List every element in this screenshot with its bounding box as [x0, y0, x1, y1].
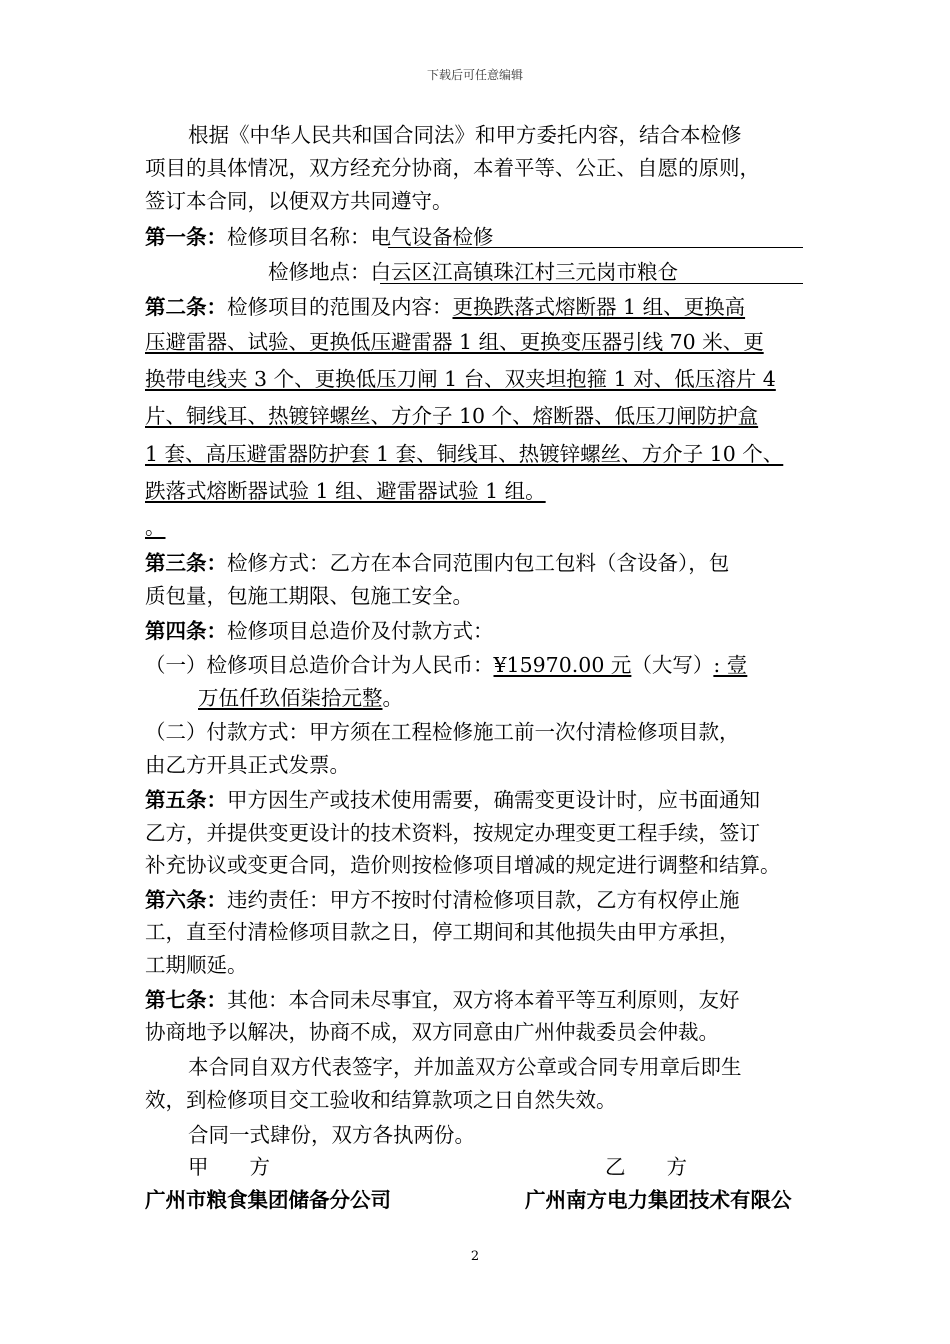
total-price-end: 。 — [382, 686, 403, 710]
article-5-line-2: 乙方，并提供变更设计的技术资料，按规定办理变更工程手续，签订 — [145, 821, 760, 845]
party-b-label: 乙 方 — [605, 1155, 687, 1179]
closing-line-1: 本合同自双方代表签字，并加盖双方公章或合同专用章后即生 — [188, 1055, 742, 1079]
article-2-line-1 — [145, 293, 745, 321]
party-b-name: 广州南方电力集团技术有限公 — [525, 1188, 792, 1212]
article-2-scope-6: 跌落式熔断器试验 1 组、避雷器试验 1 组。 — [145, 479, 546, 503]
article-4-item-1-cont — [198, 684, 403, 712]
article-1-label: 第一条： — [145, 225, 227, 249]
article-7-line-1 — [145, 986, 740, 1014]
party-a-name: 广州市粮食集团储备分公司 — [145, 1188, 391, 1212]
article-2-scope-1: 更换跌落式熔断器 1 组、更换高 — [452, 295, 746, 319]
article-3-text-1: 检修方式：乙方在本合同范围内包工包料（含设备），包 — [227, 551, 730, 575]
total-price-upper-label: （大写） — [631, 653, 714, 677]
article-6-label: 第六条： — [145, 888, 227, 912]
preamble-line-3: 签订本合同，以便双方共同遵守。 — [145, 189, 453, 213]
party-a-label: 甲 方 — [188, 1155, 270, 1179]
article-2-scope-2: 压避雷器、试验、更换低压避雷器 1 组、更换变压器引线 70 米、更 — [145, 330, 764, 354]
article-2-lead: 检修项目的范围及内容： — [227, 295, 453, 319]
project-site — [268, 258, 678, 286]
article-3-label: 第三条： — [145, 551, 227, 575]
article-4-line-1 — [145, 617, 494, 645]
total-price-label: （一）检修项目总造价合计为人民币： — [145, 653, 494, 677]
total-price-amount: ¥15970.00 元 — [493, 653, 632, 677]
article-4-label: 第四条： — [145, 619, 227, 643]
article-6-line-1 — [145, 886, 740, 914]
article-5-line-1 — [145, 786, 760, 814]
article-4-item-2-line-1: （二）付款方式：甲方须在工程检修施工前一次付清检修项目款， — [145, 720, 740, 744]
article-4-text-1: 检修项目总造价及付款方式： — [227, 619, 494, 643]
project-site-underline — [380, 283, 803, 284]
article-3-line-2: 质包量，包施工期限、包施工安全。 — [145, 584, 473, 608]
preamble-line-2: 项目的具体情况，双方经充分协商，本着平等、公正、自愿的原则， — [145, 156, 760, 180]
project-site-label: 检修地点： — [268, 260, 371, 284]
project-name-underline — [388, 247, 803, 248]
article-2-scope-5: 1 套、高压避雷器防护套 1 套、铜线耳、热镀锌螺丝、方介子 10 个、 — [145, 442, 784, 466]
page-header-note: 下载后可任意编辑 — [426, 68, 523, 82]
project-name-value: 电气设备检修 — [370, 225, 494, 249]
closing-line-3: 合同一式肆份，双方各执两份。 — [188, 1123, 475, 1147]
article-5-label: 第五条： — [145, 788, 227, 812]
closing-line-2: 效，到检修项目交工验收和结算款项之日自然失效。 — [145, 1088, 617, 1112]
article-6-line-2: 工，直至付清检修项目款之日，停工期间和其他损失由甲方承担， — [145, 920, 740, 944]
article-2-scope-4: 片、铜线耳、热镀锌螺丝、方介子 10 个、熔断器、低压刀闸防护盒 — [145, 404, 759, 428]
article-7-label: 第七条： — [145, 988, 227, 1012]
article-4-item-2-line-2: 由乙方开具正式发票。 — [145, 753, 350, 777]
article-2-scope-3: 换带电线夹 3 个、更换低压刀闸 1 台、双夹坦抱箍 1 对、低压溶片 4 — [145, 367, 776, 391]
total-price-upper-b: 万伍仟玖佰柒拾元整 — [198, 686, 383, 710]
project-site-value: 白云区江高镇珠江村三元岗市粮仓 — [370, 260, 678, 284]
article-5-line-3: 补充协议或变更合同，造价则按检修项目增减的规定进行调整和结算。 — [145, 853, 781, 877]
article-2-label: 第二条： — [145, 295, 227, 319]
article-3-line-1 — [145, 549, 729, 577]
article-4-item-1 — [145, 651, 747, 679]
article-6-line-3: 工期顺延。 — [145, 953, 248, 977]
preamble-line-1: 根据《中华人民共和国合同法》和甲方委托内容，结合本检修 — [188, 123, 742, 147]
project-name-label: 检修项目名称： — [227, 225, 371, 249]
article-2-scope-7: 。 — [145, 515, 166, 539]
article-7-line-2: 协商地予以解决，协商不成，双方同意由广州仲裁委员会仲裁。 — [145, 1020, 719, 1044]
article-6-text-1: 违约责任：甲方不按时付清检修项目款，乙方有权停止施 — [227, 888, 740, 912]
page-number: 2 — [470, 1249, 480, 1264]
total-price-upper-a: : 壹 — [713, 653, 748, 677]
article-5-text-1: 甲方因生产或技术使用需要，确需变更设计时，应书面通知 — [227, 788, 760, 812]
article-7-text-1: 其他：本合同未尽事宜，双方将本着平等互利原则，友好 — [227, 988, 740, 1012]
